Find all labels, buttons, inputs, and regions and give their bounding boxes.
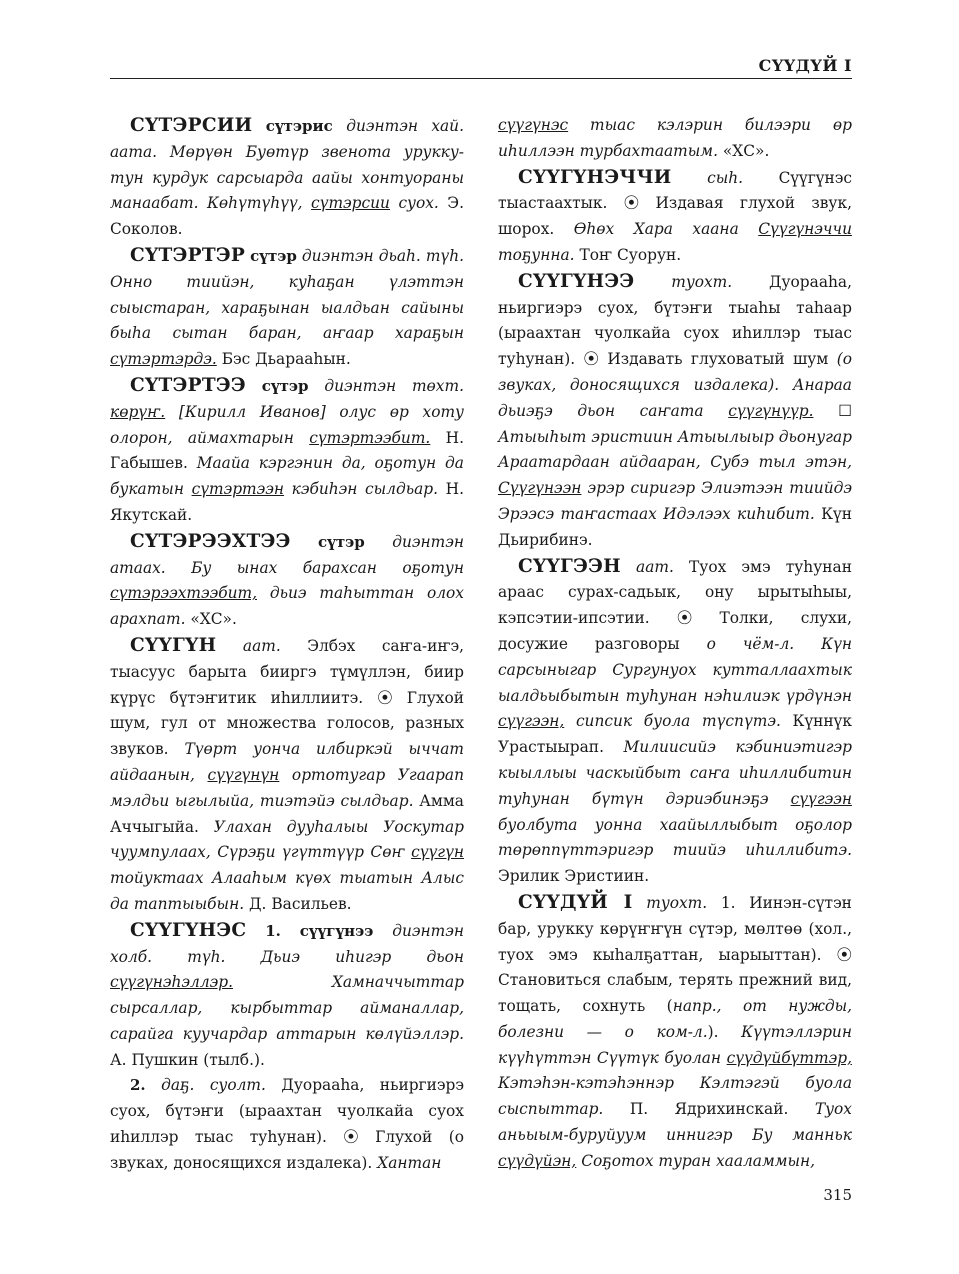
citation-author: Тоҥ Суорун.	[579, 245, 682, 264]
citation-author: Бэс Дьарааһын.	[221, 350, 351, 369]
sense-number: 2.	[130, 1076, 146, 1095]
definition: диэнтэн хай. аата. Мөрүөн Буөтүр звенота урукку-тун курдук сарсыарда аайы хонтуораны манаабат. Көһүтүһүү,	[110, 117, 464, 213]
example-text: Милиисийэ кэбиниэтигэр кыыллыы часкыйбыт саҥа иһиллибитин туһунан бүтүн дэриэбинэҕэ	[498, 738, 852, 808]
example-word: сүүгүнэһэллэр.	[110, 973, 234, 992]
headword: СҮҮГЭЭН	[518, 555, 621, 577]
translation: Издавать глуховатый шум	[607, 350, 829, 369]
translation-note: (о звуках, доносящихся издалека).	[498, 350, 852, 394]
part-of-speech: туохт.	[671, 272, 733, 291]
example-word: сүтэртээбит.	[309, 428, 431, 447]
definition: Туох эмэ туһунан араас сурах-садьык, ону ырытыһыы, кэпсэтии-ипсэтии.	[498, 557, 852, 628]
translation: Издавая глухой звук, шорох.	[498, 194, 852, 239]
page-number: 315	[823, 1186, 852, 1204]
example-word: сүүгүнүн	[207, 765, 280, 784]
definition: Дуорааһа, ньиргиэрэ суох, бүтэҥи тыаһы таһаар (ыраахтан чуолкайа суох иһиллэр тыас туһунан).	[498, 272, 852, 369]
definition: Элбэх саҥа-иҥэ, тыасуус барыта бииргэ түмүллэн, биир күрүс бүтэҥитик иһиллиитэ.	[110, 636, 464, 707]
example-text: кэбиһэн сылдьар.	[291, 480, 439, 499]
example-text: Атыыһыт эристиин Атыылыыр дьонугар Араатардаан айдааран, Субэ тыл этэн,	[498, 427, 852, 472]
example-text: Хамначчыттар сырсаллар, кырбыттар айманаллар, сарайга куучардар аттарын көлүйэллэр.	[110, 973, 464, 1043]
running-header: СҮҮДҮЙ I	[758, 56, 852, 75]
example-word: сүтэрсии	[311, 194, 390, 213]
example-text: Түөрт уонча илбиркэй ыччат айдаанын,	[110, 740, 464, 784]
example-word: сүүгүнэс	[498, 116, 569, 134]
part-of-speech: туохт.	[646, 893, 708, 912]
base-form: сүтэр	[250, 246, 297, 265]
citation-author: П. Ядрихинскай.	[629, 1100, 789, 1119]
translation-note: о чём-л.	[706, 634, 795, 653]
example-text: Өһөх Хара хаана	[573, 220, 739, 239]
entry-suugunes	[110, 918, 464, 1074]
headword: СҮҮГҮНЭС	[130, 919, 247, 941]
example-text: Күүтэллэрин күүһүттэн Сүүтүк буолан	[498, 1022, 852, 1067]
translation-marker-icon: ⦿	[676, 609, 693, 628]
translation-marker-icon: ⦿	[836, 945, 852, 964]
part-of-speech: аат.	[242, 636, 281, 655]
left-column	[110, 113, 464, 1177]
example-text: тойуктаах Алааһым күөх тыатын Алыс да таптыыбын.	[110, 869, 464, 913]
entry-suterttee	[110, 373, 464, 529]
example-text: Маайа кэргэнин да, оҕотун да букатын	[110, 454, 464, 499]
example-text: Хантан	[377, 1153, 442, 1172]
entry-continuation	[498, 113, 852, 165]
citation-author: Амма Аччыгыйа.	[110, 791, 464, 836]
base-form: сүүгүнээ	[299, 921, 374, 940]
base-form: сүтэр	[261, 376, 309, 395]
citation-author: А. Пушкин (тылб.).	[110, 1050, 265, 1069]
example-text: Соҕотох туран хааламмын,	[581, 1151, 816, 1170]
entry-suugunechchi	[498, 165, 852, 269]
translation: Толки, слухи, досужие разговоры	[498, 609, 852, 653]
example-text: буолбута уонна хаайыллыбыт оҕолор төрөппүттэригэр тиийэ иһиллибитэ.	[498, 815, 852, 860]
example-text: Кэтэһэн-кэтэһэннэр Кэлтэгэй буола сыспыттар.	[498, 1074, 852, 1119]
example-text: Улахан дууһалыы Уоскутар чуумпулаах, Сүрэҕи үгүттүүр Сөҥ	[110, 817, 464, 862]
headword: СҮТЭРСИИ	[130, 115, 253, 136]
headword: СҮҮГҮНЭЧЧИ	[518, 166, 672, 188]
example-text: эрэр сиригэр Элиэтээн тиийдэ Эрээсэ таҥастаах Идэлээх киһибит.	[498, 479, 852, 523]
citation-author: Э. Соколов.	[110, 194, 464, 239]
headword: СҮТЭРТЭЭ	[130, 374, 246, 396]
translation: Становиться слабым, терять прежний вид, тощать, сохнуть (	[498, 971, 852, 1016]
translation-close: ).	[707, 1022, 719, 1041]
definition: диэнтэн холб. түһ. Дьиэ иһигэр дьон	[110, 921, 464, 966]
entry-sutereekhtee	[110, 529, 464, 633]
translation: Глухой шум, гул от множества голосов, разных звуков.	[110, 688, 464, 759]
example-text: Туох аньыым-буруйуум иннигэр Бу манньк	[498, 1100, 852, 1145]
sense-number: 1.	[265, 921, 281, 940]
definition: диэнтэн төхт.	[324, 376, 464, 395]
translation-marker-icon: ⦿	[623, 194, 640, 213]
example-text: Анараа дьиэҕэ дьон саҥата	[498, 375, 852, 420]
headword: СҮҮДҮЙ I	[518, 891, 633, 913]
header-rule	[110, 78, 852, 79]
entry-suugun	[110, 633, 464, 918]
example-word: сүүгээн,	[498, 712, 565, 731]
citation-author: Н. Габышев.	[110, 428, 464, 473]
example-text: [Кирилл Иванов] олус өр хоту олорон, аймахтарын	[110, 402, 464, 447]
definition: Иинэн-сүтэн бар, урукку көрүҥҥүн сүтэр, мөлтөө (хол., туох эмэ кыһалҕаттан, ыарыыттан).	[498, 893, 852, 964]
example-word: сүүдүйбүттэр,	[726, 1048, 852, 1067]
citation-author: Эрилик Эристиин.	[498, 867, 650, 886]
translation-marker-icon: ⦿	[583, 350, 599, 369]
entry-suugunes-sense-2	[110, 1073, 464, 1176]
entry-suugunee	[498, 269, 852, 554]
example-text: сипсик буола түспүтэ.	[575, 712, 781, 731]
base-form: сүтэрис	[265, 117, 333, 135]
translation-marker-icon: ⦿	[377, 688, 393, 707]
citation-author: Күннүк Урастыырап.	[498, 712, 852, 757]
example-text: Күн сарсыныгар Сургунуох кутталлаахтык ыалдьыбытын туһунан нэһилиэк үрдүнэн	[498, 634, 852, 705]
example-word: сүүгүн	[411, 843, 464, 862]
cross-reference: көрүҥ.	[110, 402, 166, 421]
citation-source: «ХС».	[190, 610, 237, 629]
citation-source: «ХС».	[722, 141, 770, 160]
citation-author: Д. Васильев.	[249, 894, 352, 913]
sense-number: 1.	[720, 893, 736, 912]
entry-suuduy-1	[498, 890, 852, 1175]
example-text: суох.	[398, 194, 439, 213]
citation-author: Н. Якутскай.	[110, 480, 464, 524]
example-text: ортотугар Угаарап мэлдьи ыгылыйа, тиэтэйэ сылдьар.	[110, 765, 464, 810]
headword: СҮҮГҮНЭЭ	[518, 270, 635, 292]
headword: СҮҮГҮН	[130, 634, 217, 656]
example-word: сүүдүйэн,	[498, 1151, 577, 1170]
definition: Сүүгүнэс тыастаахтык.	[498, 168, 852, 213]
headword: СҮТЭРТЭР	[130, 244, 246, 266]
definition: диэнтэн дьаһ. түһ. Онно тиийэн, куһаҕан үлэттэн сыыстаран, хараҕынан ыалдьан сайыны быһа сытан баран, аҥаар хараҕын	[110, 246, 464, 343]
poetry-marker-icon: ☐	[838, 401, 852, 420]
entry-suterisii	[110, 113, 464, 243]
example-text: тоҕунна.	[498, 245, 575, 264]
example-word: Сүүгүнээн	[498, 479, 582, 498]
example-word: сүүгээн	[790, 789, 852, 808]
base-form: сүтэр	[318, 532, 365, 551]
right-column	[498, 113, 852, 1175]
example-text: дьиэ таһыттан олох арахпат.	[110, 584, 464, 629]
definition: диэнтэн атаах. Бу ынах барахсан оҕотун	[110, 532, 464, 577]
translation-marker-icon: ⦿	[343, 1128, 359, 1147]
example-word: сүтэртэрдэ.	[110, 350, 217, 369]
definition: Дуорааһа, ньиргиэрэ суох, бүтэҥи (ыраахтан чуолкайа суох иһиллэр тыас туһунан).	[110, 1076, 464, 1147]
entry-suugeen	[498, 554, 852, 890]
example-word: сүтэртээн	[191, 480, 285, 499]
example-word: Сүүгүнэччи	[758, 220, 852, 239]
translation: Глухой (о звуках, доносящихся издалека).	[110, 1128, 464, 1172]
citation-author: Күн Дьирибинэ.	[498, 504, 852, 549]
part-of-speech: аат.	[636, 557, 674, 576]
example-text: тыас кэлэрин билээри өр иһиллээн турбахтаатым.	[498, 116, 852, 160]
example-word: сүтэрээхтээбит,	[110, 584, 258, 603]
translation-note: напр., от нужды, болезни — о ком-л.	[498, 997, 852, 1041]
example-word: сүүгүнүүр.	[728, 401, 814, 420]
part-of-speech: сыһ.	[707, 168, 744, 187]
usage-label: даҕ. суолт.	[161, 1076, 266, 1095]
headword: СҮТЭРЭЭХТЭЭ	[130, 530, 291, 552]
entry-sutertter	[110, 243, 464, 373]
